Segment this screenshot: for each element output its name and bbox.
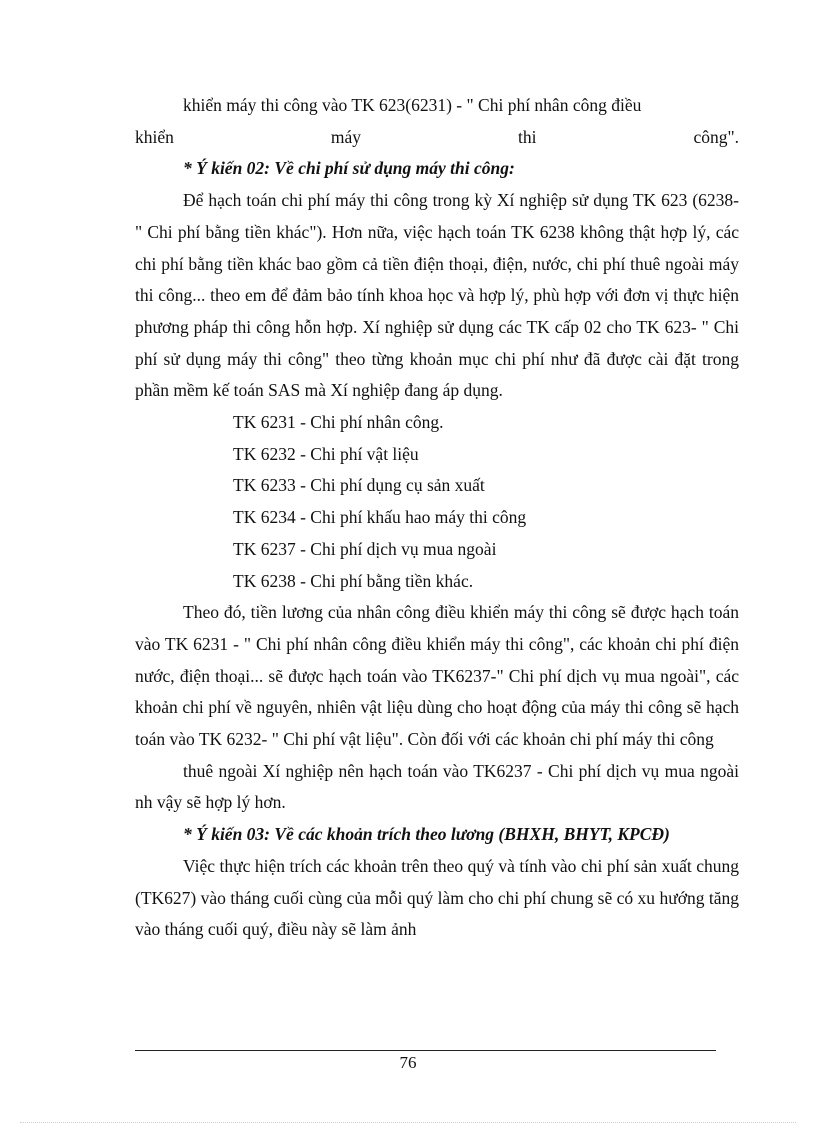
heading-opinion-03: * Ý kiến 03: Về các khoản trích theo lương (BHXH, BHYT, KPCĐ) — [183, 824, 670, 845]
paragraph-intro-line2: khiển máy thi công". — [135, 126, 739, 147]
paragraph-accounting-treatment: Theo đó, tiền lương của nhân công điều khiển máy thi công sẽ được hạch toán vào TK 6231 - " Chi phí nhân công điều khiển máy thi công", các khoản chi phí điện nước, điện thoại... sẽ được hạch toán vào TK6237-" Chi phí dịch vụ mua ngoài", các khoản chi phí về nguyên, nhiên vật liệu dùng cho hoạt động của máy thi công sẽ hạch toán vào TK 6232- " Chi phí vật liệu". Còn đối với các khoản chi phí máy thi công — [135, 602, 739, 750]
account-item: TK 6233 - Chi phí dụng cụ sản xuất — [233, 475, 485, 496]
footer-divider — [135, 1050, 716, 1051]
paragraph-intro-line1: khiển máy thi công vào TK 623(6231) - " Chi phí nhân công điều — [183, 95, 642, 115]
account-item: TK 6232 - Chi phí vật liệu — [233, 443, 419, 464]
page-content — [135, 90, 739, 946]
paragraph-outsourced-machines: thuê ngoài Xí nghiệp nên hạch toán vào TK6237 - Chi phí dịch vụ mua ngoài nh vậy sẽ hợp lý hơn. — [135, 760, 739, 813]
paragraph-opinion-03: Việc thực hiện trích các khoản trên theo quý và tính vào chi phí sản xuất chung (TK627) vào tháng cuối cùng của mỗi quý làm cho chi phí chung sẽ có xu hướng tăng vào tháng cuối quý, điều này sẽ làm ảnh — [135, 855, 739, 940]
account-item: TK 6238 - Chi phí bằng tiền khác. — [233, 570, 474, 591]
page-number: 76 — [399, 1053, 417, 1072]
account-item: TK 6231 - Chi phí nhân công. — [233, 412, 444, 433]
account-item: TK 6234 - Chi phí khấu hao máy thi công — [233, 507, 527, 528]
paragraph-opinion-02: Để hạch toán chi phí máy thi công trong kỳ Xí nghiệp sử dụng TK 623 (6238- " Chi phí bằng tiền khác"). Hơn nữa, việc hạch toán TK 6238 không thật hợp lý, các chi phí bằng tiền khác bao gồm cả tiền điện thoại, điện, nước, chi phí thuê ngoài máy thi công... theo em để đảm bảo tính khoa học và hợp lý, phù hợp với đơn vị thực hiện phương pháp thi công hỗn hợp. Xí nghiệp sử dụng các TK cấp 02 cho TK 623- " Chi phí sử dụng máy thi công" theo từng khoản mục chi phí như đã được cài đặt trong phần mềm kế toán SAS mà Xí nghiệp đang áp dụng. — [135, 190, 739, 401]
heading-opinion-02: * Ý kiến 02: Về chi phí sử dụng máy thi công: — [183, 158, 515, 179]
account-list — [135, 407, 739, 597]
account-item: TK 6237 - Chi phí dịch vụ mua ngoài — [233, 538, 497, 559]
